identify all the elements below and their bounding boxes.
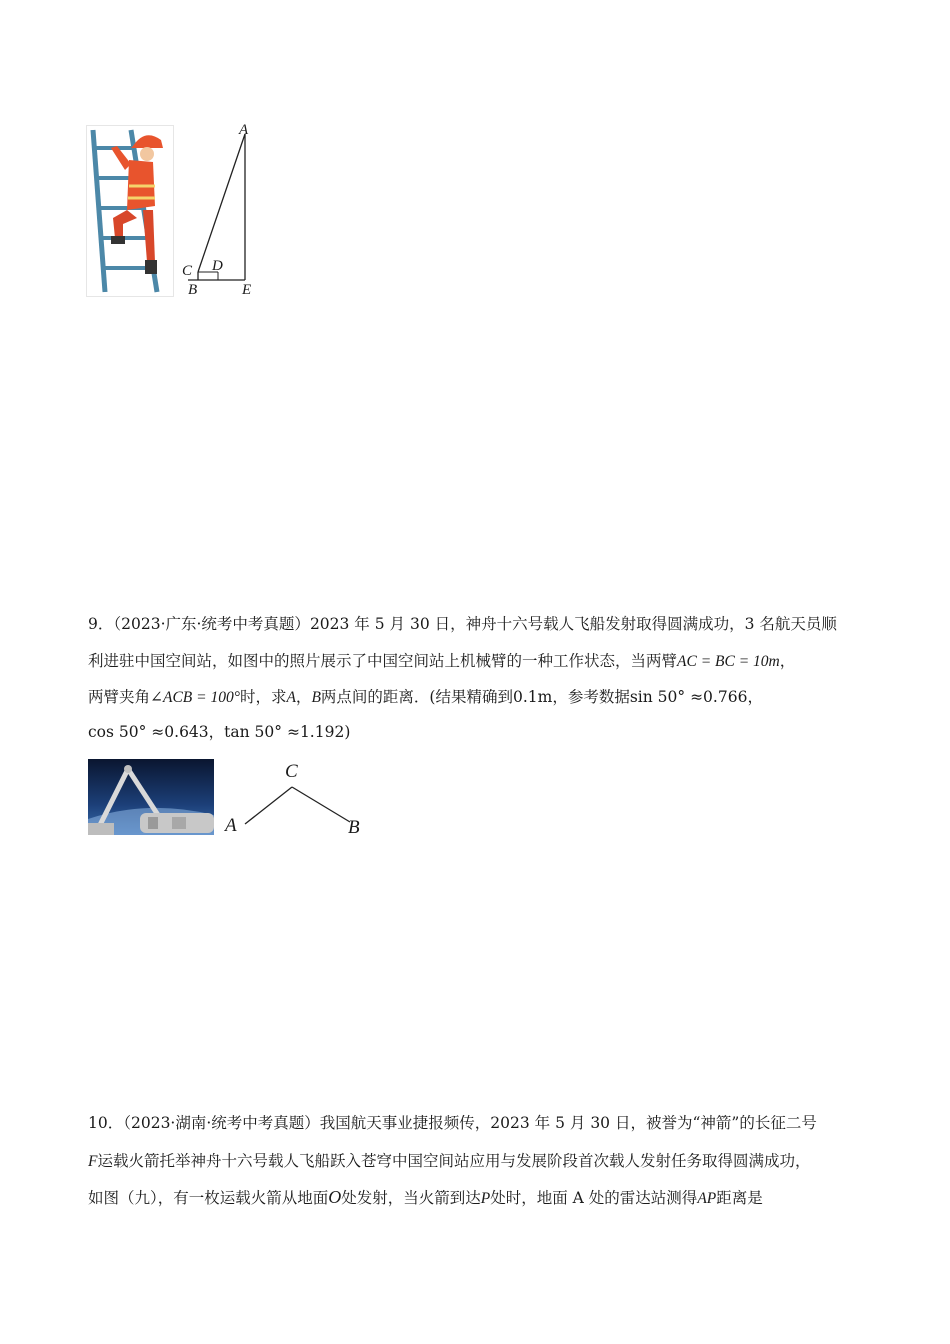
q10-number: 10． xyxy=(88,1114,124,1132)
arm-angle-diagram xyxy=(235,770,365,840)
q10-line-2: F运载火箭托举神舟十六号载人飞船跃入苍穹中国空间站应用与发展阶段首次载人发射任务取得圆满成功， xyxy=(88,1152,811,1170)
q9-precision: 0.1m xyxy=(512,688,553,706)
space-station-arm-photo xyxy=(88,759,214,835)
q9-text-1: 2023 年 5 月 30 日，神舟十六号载人飞船发射取得圆满成功，3 名航天员顺 xyxy=(309,615,837,633)
q9-arm-length-formula: AC = BC = 10m xyxy=(677,653,780,670)
q10-line-1 xyxy=(88,1116,868,1131)
vertex-label-E: E xyxy=(242,282,252,298)
q9-line-2: 利进驻中国空间站，如图中的照片展示了中国空间站上机械臂的一种工作状态，当两臂AC = BC = 10m， xyxy=(88,652,796,670)
q9-number: 9． xyxy=(88,615,114,633)
q10-source: （2023·湖南·统考中考真题） xyxy=(123,1114,320,1132)
firefighter-ladder-photo xyxy=(86,125,174,297)
q9-line-1 xyxy=(88,617,868,632)
q10-text-1: 我国航天事业捷报频传，2023 年 5 月 30 日，被誉为“神箭”的长征二号 xyxy=(319,1114,817,1132)
vertex-label-B: B xyxy=(188,282,198,298)
vertex-label-C: C xyxy=(182,263,193,279)
q9-line-3: 两臂夹角∠ACB = 100°时，求A，B两点间的距离．(结果精确到0.1m，参考数据sin 50° ≈0.766， xyxy=(88,688,763,706)
arm-vertex-B: B xyxy=(348,817,360,838)
q9-line-4: cos 50° ≈0.643，tan 50° ≈1.192) xyxy=(88,723,351,741)
q9-sin-value: sin 50° ≈0.766 xyxy=(629,688,748,706)
arm-vertex-C: C xyxy=(285,761,298,782)
q10-line-3: 如图（九），有一枚运载火箭从地面O处发射，当火箭到达P处时，地面 A 处的雷达站测得AP距离是 xyxy=(88,1187,763,1207)
q9-angle-formula: ∠ACB = 100° xyxy=(150,689,240,706)
vertex-label-A: A xyxy=(239,122,249,138)
q9-cos-value: cos 50° ≈0.643 xyxy=(88,723,209,741)
vertex-label-D: D xyxy=(212,258,223,274)
q9-tan-value: tan 50° ≈1.192 xyxy=(224,723,345,741)
q9-source: （2023·广东·统考中考真题） xyxy=(113,615,310,633)
arm-vertex-A: A xyxy=(225,815,237,836)
